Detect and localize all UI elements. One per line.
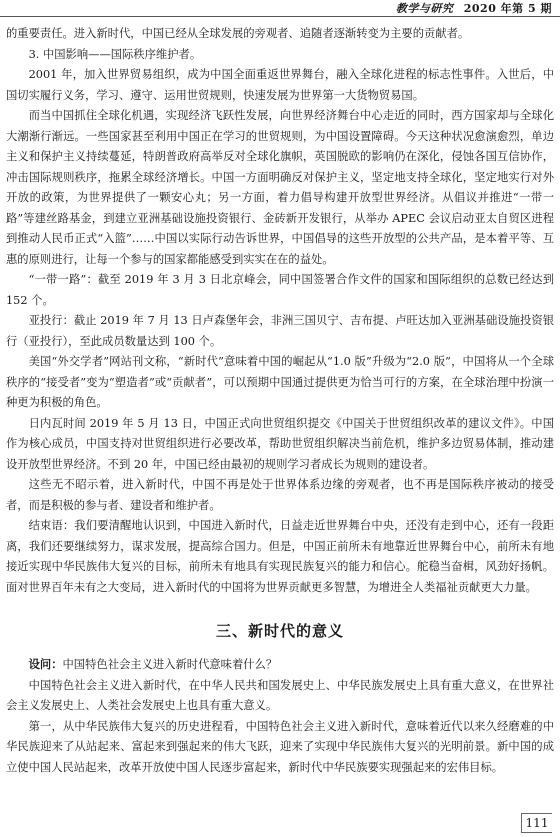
paragraph-wto: 2001 年，加入世界贸易组织，成为中国全面重返世界舞台，融入全球化进程的标志性事件。入世后，中国切实履行义务，学习、遵守、运用世贸规则，快速发展为世界第一大货物贸易国。 bbox=[6, 68, 554, 102]
header-rule bbox=[0, 16, 560, 17]
subheading-china-influence: 3. 中国影响——国际秩序维护者。 bbox=[28, 47, 202, 61]
section-title: 三、新时代的意义 bbox=[215, 622, 344, 640]
running-header bbox=[396, 0, 552, 14]
paragraph-intro: 的重要责任。进入新时代，中国已经从全球发展的旁观者、追随者逐渐转变为主要的贡献者。 bbox=[6, 27, 470, 40]
question-text: 中国特色社会主义进入新时代意味着什么？ bbox=[62, 658, 278, 671]
paragraph-first-point: 第一，从中华民族伟大复兴的历史进程看，中国特色社会主义进入新时代，意味着近代以来久经磨难的中华民族迎来了从站起来、富起来到强起来的伟大飞跃，迎来了实现中华民族伟大复兴的光明前景。新中国的成立使中国人民站起来，改革开放使中国人民逐步富起来，新时代中华民族要实现强起来的宏伟目标。 bbox=[6, 719, 554, 774]
question-label: 设问： bbox=[28, 658, 63, 671]
paragraph-globalization: 而当中国抓住全球化机遇，实现经济飞跃性发展，向世界经济舞台中心走近的同时，西方国家却与全球化大潮渐行渐远。一些国家甚至利用中国正在学习的世贸规则，为中国设置障碍。今天这种状况愈演愈烈，单边主义和保护主义持续蔓延，特朗普政府高举反对全球化旗帜，英国脱欧的影响仍在深化，侵蚀各国互信协作，冲击国际规则秩序，拖累全球经济增长。中国一方面明确反对保护主义，坚定地支持全球化，坚定地实行对外开放的政策，为世界提供了一颗安心丸；另一方面，着力倡导构建开放型世界经济。从倡议并推进“一带一路”等建丝路基金，到建立亚洲基础设施投资银行、金砖新开发银行，从举办 APEC 会议启动亚太自贸区进程到推动人民币正式“入篮”……中国以实际行动告诉世界，中国倡导的这些开放型的公共产品，是本着平等、互惠的原则进行，让每一个参与的国家都能感受到实实在在的益处。 bbox=[6, 109, 554, 266]
issue-label: 2020 年第 5 期 bbox=[463, 2, 552, 15]
paragraph-conclusion: 结束语：我们要清醒地认识到，中国进入新时代，日益走近世界舞台中央，还没有走到中心，还有一段距离，我们还要继续努力，谋求发展，提高综合国力。但是，中国正前所未有地靠近世界舞台中心，前所未有地接近实现中华民族伟大复兴的目标，前所未有地具有实现民族复兴的能力和信心。舵稳当奋楫，风劲好扬帆。面对世界百年未有之大变局，进入新时代的中国将为世界贡献更多智慧，为增进全人类福祉贡献更大力量。 bbox=[6, 519, 554, 594]
question-paragraph bbox=[6, 655, 554, 676]
article-body bbox=[6, 24, 554, 778]
paragraph-aiib: 亚投行：截止 2019 年 7 月 13 日卢森堡年会，非洲三国贝宁、吉布提、卢旺达加入亚洲基础设施投资银行（亚投行），至此成员数量达到 100 个。 bbox=[6, 314, 554, 348]
paragraph-diplomat: 美国“外交学者”网站刊文称，“新时代”意味着中国的崛起从“1.0 版”升级为“2.0 版”，中国将从一个全球秩序的“接受者”变为“塑造者”或“贡献者”，可以预期中国通过提供更为恰当可行的方案，在全球治理中扮演一种更为积极的角色。 bbox=[6, 355, 554, 409]
paragraph-geneva: 日内瓦时间 2019 年 5 月 13 日，中国正式向世贸组织提交《中国关于世贸组织改革的建议文件》。中国作为核心成员，中国支持对世贸组织进行必要改革，帮助世贸组织解决当前危机，维护多边贸易体制，推动建设开放型世界经济。不到 20 年，中国已经由最初的规则学习者成长为规则的建设者。 bbox=[6, 416, 554, 471]
journal-name: 教学与研究 bbox=[395, 2, 454, 15]
paragraph-belt-and-road: “一带一路”：截至 2019 年 3 月 3 日北京峰会，同中国签署合作文件的国家和国际组织的总数已经达到 152 个。 bbox=[6, 273, 554, 307]
paragraph-summary: 这些无不昭示着，进入新时代，中国不再是处于世界体系边缘的旁观者，也不再是国际秩序被动的接受者，而是积极的参与者、建设者和维护者。 bbox=[6, 478, 554, 512]
paragraph-meaning: 中国特色社会主义进入新时代，在中华人民共和国发展史上、中华民族发展史上具有重大意义，在世界社会主义发展史上、人类社会发展史上也具有重大意义。 bbox=[6, 678, 554, 712]
page-number: 111 bbox=[521, 813, 552, 833]
